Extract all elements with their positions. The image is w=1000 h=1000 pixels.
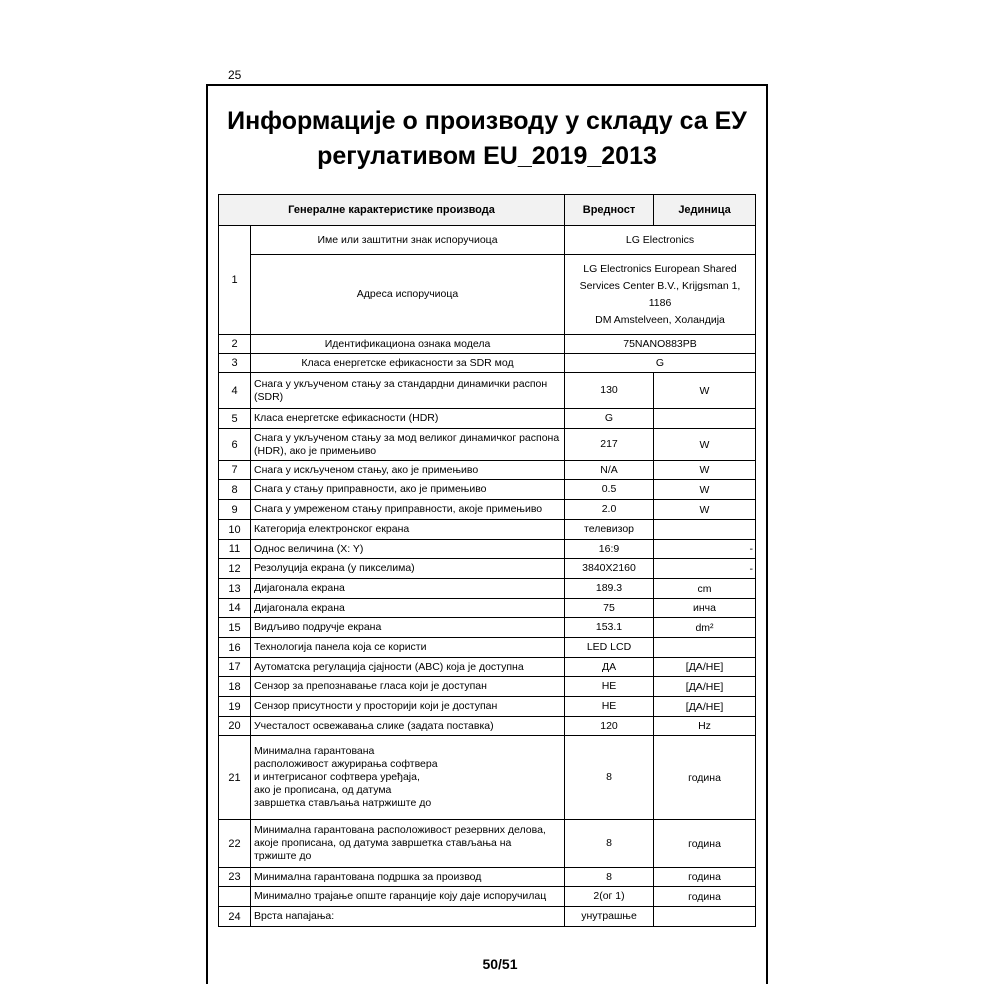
row-number: 1	[219, 226, 251, 335]
row-label: Технологија панела која се користи	[251, 638, 565, 658]
sdr-energy-class-label: Класа енергетске ефикасности за SDR мод	[251, 354, 565, 373]
table-row	[219, 697, 756, 717]
row-unit: [ДА/НЕ]	[654, 697, 756, 717]
row-value: 130	[565, 373, 654, 409]
table-row	[219, 520, 756, 540]
row-label: Минимална гарантована расположивост ажурирања софтвера и интегрисаног софтвера уређаја, ако је прописана, од датума завршетка стављања натржиште до	[251, 736, 565, 820]
row-number: 18	[219, 677, 251, 697]
row-unit: година	[654, 820, 756, 868]
row-label: Снага у укљученом стању за стандардни динамички распон (SDR)	[251, 373, 565, 409]
row-label: Снага у умреженом стању приправности, акоје примењиво	[251, 500, 565, 520]
table-row	[219, 480, 756, 500]
row-number: 19	[219, 697, 251, 717]
row-unit: W	[654, 500, 756, 520]
row-value: НЕ	[565, 677, 654, 697]
row-label: Однос величина (X: Y)	[251, 540, 565, 559]
row-label: Аутоматска регулација сјајности (ABC) која је доступна	[251, 658, 565, 677]
row-label: Снага у укљученом стању за мод великог динамичког распона (HDR), ако је примењиво	[251, 429, 565, 461]
sdr-energy-class-value: G	[565, 354, 756, 373]
row-unit	[654, 409, 756, 429]
row-unit: W	[654, 373, 756, 409]
row-unit: W	[654, 429, 756, 461]
row-value: 8	[565, 736, 654, 820]
row-value: 0.5	[565, 480, 654, 500]
row-label: Минимална гарантована подршка за производ	[251, 868, 565, 887]
table-row	[219, 540, 756, 559]
row-number: 14	[219, 599, 251, 618]
row-label: Минимална гарантована расположивост резервних делова, акоје прописана, од датума завршетка стављања на тржиште до	[251, 820, 565, 868]
row-number: 7	[219, 461, 251, 480]
table-row	[219, 717, 756, 736]
row-label: Учесталост освежавања слике (задата поставка)	[251, 717, 565, 736]
row-value: LED LCD	[565, 638, 654, 658]
row-unit: cm	[654, 579, 756, 599]
document-title	[206, 104, 768, 174]
row-number: 16	[219, 638, 251, 658]
row-number: 11	[219, 540, 251, 559]
row-number: 8	[219, 480, 251, 500]
title-line-2: регулативом EU_2019_2013	[317, 142, 657, 170]
row-value: 8	[565, 820, 654, 868]
row-value: унутрашње	[565, 907, 654, 927]
table-row	[219, 226, 756, 255]
table-header-row	[219, 195, 756, 226]
row-value: 16:9	[565, 540, 654, 559]
row-unit: инча	[654, 599, 756, 618]
page-number-top: 25	[228, 68, 242, 82]
table-row	[219, 820, 756, 868]
table-row	[219, 658, 756, 677]
row-unit: dm²	[654, 618, 756, 638]
row-unit	[654, 520, 756, 540]
header-characteristics: Генералне карактеристике производа	[219, 195, 565, 226]
table-row	[219, 373, 756, 409]
row-number: 10	[219, 520, 251, 540]
row-value: 8	[565, 868, 654, 887]
row-number: 9	[219, 500, 251, 520]
row-number: 6	[219, 429, 251, 461]
row-number	[219, 887, 251, 907]
table-row	[219, 409, 756, 429]
title-line-1: Информације о производу у складу са ЕУ	[227, 107, 747, 135]
row-value: ДА	[565, 658, 654, 677]
row-unit: [ДА/НЕ]	[654, 658, 756, 677]
row-unit: година	[654, 736, 756, 820]
table-row	[219, 461, 756, 480]
row-number: 12	[219, 559, 251, 579]
row-value: 153.1	[565, 618, 654, 638]
table-row	[219, 335, 756, 354]
row-number: 23	[219, 868, 251, 887]
table-row	[219, 887, 756, 907]
row-label: Врста напајања:	[251, 907, 565, 927]
row-unit: W	[654, 461, 756, 480]
row-label: Снага у стању приправности, ако је примењиво	[251, 480, 565, 500]
model-id-value: 75NANO883PB	[565, 335, 756, 354]
row-unit: -	[654, 540, 756, 559]
row-unit: година	[654, 868, 756, 887]
model-id-label: Идентификациона ознака модела	[251, 335, 565, 354]
row-number: 24	[219, 907, 251, 927]
table-row	[219, 868, 756, 887]
supplier-name-label: Име или заштитни знак испоручиоца	[251, 226, 565, 255]
row-number: 3	[219, 354, 251, 373]
supplier-name-value: LG Electronics	[565, 226, 756, 255]
row-label: Сензор присутности у просторији који је доступан	[251, 697, 565, 717]
row-value: НЕ	[565, 697, 654, 717]
supplier-address-value: LG Electronics European Shared Services Center B.V., Krijgsman 1, 1186 DM Amstelveen, Холандија	[565, 255, 756, 335]
page-footer: 50/51	[482, 956, 518, 972]
row-value: 189.3	[565, 579, 654, 599]
table-row	[219, 559, 756, 579]
row-value: 3840X2160	[565, 559, 654, 579]
row-number: 4	[219, 373, 251, 409]
row-number: 15	[219, 618, 251, 638]
row-value: G	[565, 409, 654, 429]
row-unit: година	[654, 887, 756, 907]
table-row	[219, 579, 756, 599]
row-label: Класа енергетске ефикасности (HDR)	[251, 409, 565, 429]
row-number: 2	[219, 335, 251, 354]
row-unit: -	[654, 559, 756, 579]
row-value: 2(ог 1)	[565, 887, 654, 907]
row-label: Резолуција екрана (у пикселима)	[251, 559, 565, 579]
row-label: Минимално трајање опште гаранције коју даје испоручилац	[251, 887, 565, 907]
row-number: 17	[219, 658, 251, 677]
row-value: телевизор	[565, 520, 654, 540]
table-row	[219, 354, 756, 373]
row-label: Видљиво подручје екрана	[251, 618, 565, 638]
row-number: 5	[219, 409, 251, 429]
table-row	[219, 638, 756, 658]
row-label: Категорија електронског екрана	[251, 520, 565, 540]
row-unit: W	[654, 480, 756, 500]
row-unit: Hz	[654, 717, 756, 736]
table-row	[219, 907, 756, 927]
row-label: Дијагонала екрана	[251, 599, 565, 618]
table-row	[219, 736, 756, 820]
table-row	[219, 618, 756, 638]
row-label: Сензор за препознавање гласа који је доступан	[251, 677, 565, 697]
row-unit: [ДА/НЕ]	[654, 677, 756, 697]
row-value: 120	[565, 717, 654, 736]
row-value: 2.0	[565, 500, 654, 520]
table-row	[219, 429, 756, 461]
table-row	[219, 255, 756, 335]
supplier-address-label: Адреса испоручиоца	[251, 255, 565, 335]
product-info-table	[218, 194, 756, 927]
table-row	[219, 677, 756, 697]
row-unit	[654, 638, 756, 658]
row-number: 21	[219, 736, 251, 820]
row-label: Снага у искљученом стању, ако је примењиво	[251, 461, 565, 480]
row-value: 75	[565, 599, 654, 618]
row-number: 13	[219, 579, 251, 599]
row-value: 217	[565, 429, 654, 461]
row-number: 22	[219, 820, 251, 868]
row-value: N/A	[565, 461, 654, 480]
table-row	[219, 599, 756, 618]
header-unit: Јединица	[654, 195, 756, 226]
row-number: 20	[219, 717, 251, 736]
table-row	[219, 500, 756, 520]
row-label: Дијагонала екрана	[251, 579, 565, 599]
header-value: Вредност	[565, 195, 654, 226]
row-unit	[654, 907, 756, 927]
